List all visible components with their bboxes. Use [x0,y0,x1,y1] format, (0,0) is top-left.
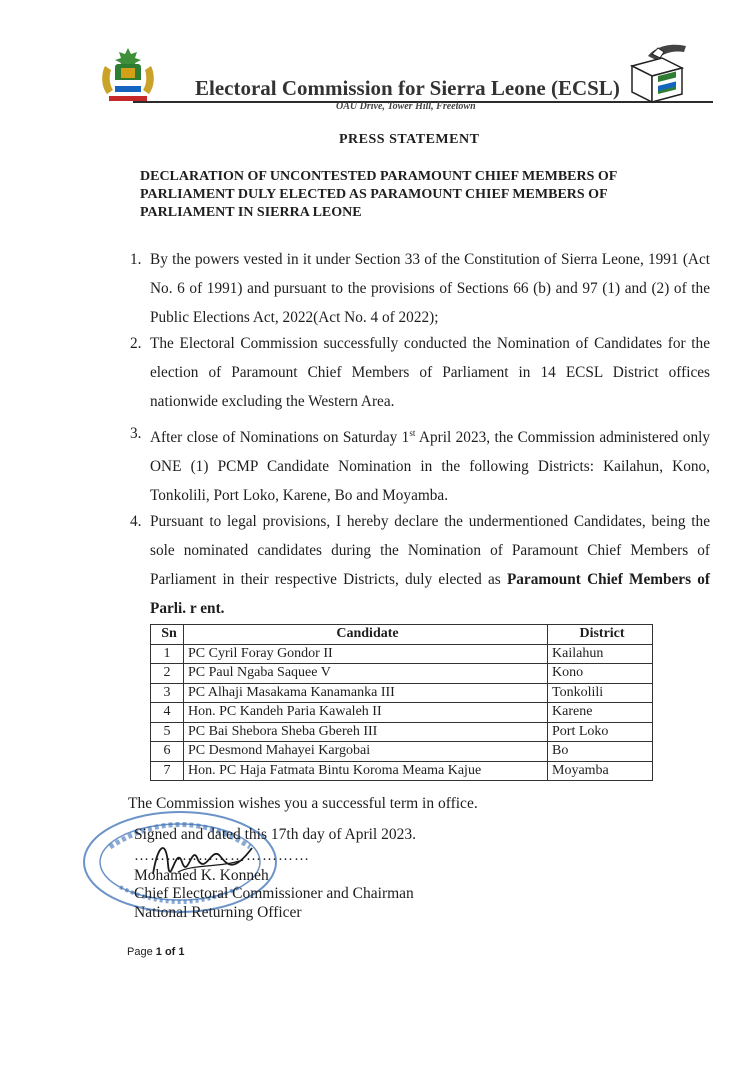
cell-sn: 5 [151,722,184,742]
table-row [151,761,653,781]
cell-sn: 4 [151,703,184,723]
cell-sn: 7 [151,761,184,781]
table-header-row [151,625,653,645]
cell-district: Kono [548,664,653,684]
table-row [151,664,653,684]
page-current: 1 [155,946,162,958]
page-total: 1 [178,946,185,958]
page-title: Electoral Commission for Sierra Leone (ECSL) [195,76,620,100]
column-header-district: District [548,625,653,645]
cell-candidate: PC Desmond Mahayei Kargobai [184,742,548,762]
paragraph-number: 2. [130,335,142,352]
cell-district: Moyamba [548,761,653,781]
signatory-title: Chief Electoral Commissioner and Chairman [134,885,414,902]
page-of: of [164,946,176,958]
table-row [151,703,653,723]
cell-sn: 6 [151,742,184,762]
paragraph-4 [130,507,710,623]
paragraph-number: 4. [130,513,142,530]
paragraph-text-start: After close of Nominations on Saturday 1 [150,429,410,447]
cell-candidate: PC Bai Shebora Sheba Gbereh III [184,722,548,742]
coat-of-arms-logo [97,44,159,106]
table-row [151,742,653,762]
signature-line: …………………………… [134,848,310,864]
paragraph-text-start: Pursuant to legal provisions, I hereby declare the undermentioned Candidates, being the sole nominated candidates during the Nomination of Paramount Chief Members of Parliament in their respective Districts, duly elected as [150,513,710,588]
signatory-subtitle: National Returning Officer [134,904,302,921]
column-header-sn: Sn [151,625,184,645]
candidates-table [150,624,653,781]
paragraph-text: By the powers vested in it under Section 33 of the Constitution of Sierra Leone, 1991 (Act No. 6 of 1991) and pursuant to the provisions of Sections 66 (b) and 97 (1) and (2) of the Public Elections Act, 2022(Act No. 4 of 2022); [150,251,710,326]
cell-candidate: Hon. PC Haja Fatmata Bintu Koroma Meama Kajue [184,761,548,781]
paragraph-bold-text: Paramount Chief Members of Parli. r ent. [150,571,710,617]
address: OAU Drive, Tower Hill, Freetown [336,101,476,112]
table-row [151,683,653,703]
cell-district: Port Loko [548,722,653,742]
cell-sn: 3 [151,683,184,703]
paragraph-number: 1. [130,251,142,268]
page-label: Page [127,946,153,958]
press-statement-title: PRESS STATEMENT [339,132,480,147]
paragraph-text-end: April 2023, the Commission administered only ONE (1) PCMP Candidate Nomination in the following Districts: Kailahun, Kono, Tonkolili, Port Loko, Karene, Bo and Moyamba. [150,429,710,505]
paragraph-1 [130,245,710,332]
cell-district: Bo [548,742,653,762]
closing-line: The Commission wishes you a successful term in office. [128,795,478,812]
cell-sn: 1 [151,644,184,664]
column-header-candidate: Candidate [184,625,548,645]
ballot-box-logo [622,38,690,106]
ordinal-suffix: st [409,428,416,438]
table-row [151,722,653,742]
paragraph-text [150,419,710,510]
paragraph-number: 3. [130,425,142,442]
table-row [151,644,653,664]
paragraph-2 [130,329,710,416]
signatory-name: Mohamed K. Konneh [134,867,269,884]
paragraph-text [150,507,710,623]
cell-candidate: Hon. PC Kandeh Paria Kawaleh II [184,703,548,723]
declaration-heading: DECLARATION OF UNCONTESTED PARAMOUNT CHIEF MEMBERS OF PARLIAMENT DULY ELECTED AS PARAMOUNT CHIEF MEMBERS OF PARLIAMENT IN SIERRA LEONE [140,169,617,220]
cell-candidate: PC Alhaji Masakama Kanamanka III [184,683,548,703]
page-number [127,946,185,958]
signed-date-line: Signed and dated this 17th day of April 2023. [134,826,416,843]
cell-district: Kailahun [548,644,653,664]
cell-sn: 2 [151,664,184,684]
cell-candidate: PC Paul Ngaba Saquee V [184,664,548,684]
paragraph-3 [130,419,710,510]
cell-candidate: PC Cyril Foray Gondor II [184,644,548,664]
paragraph-text: The Electoral Commission successfully conducted the Nomination of Candidates for the election of Paramount Chief Members of Parliament in 14 ECSL District offices nationwide excluding the Western Area. [150,335,710,410]
cell-district: Tonkolili [548,683,653,703]
cell-district: Karene [548,703,653,723]
